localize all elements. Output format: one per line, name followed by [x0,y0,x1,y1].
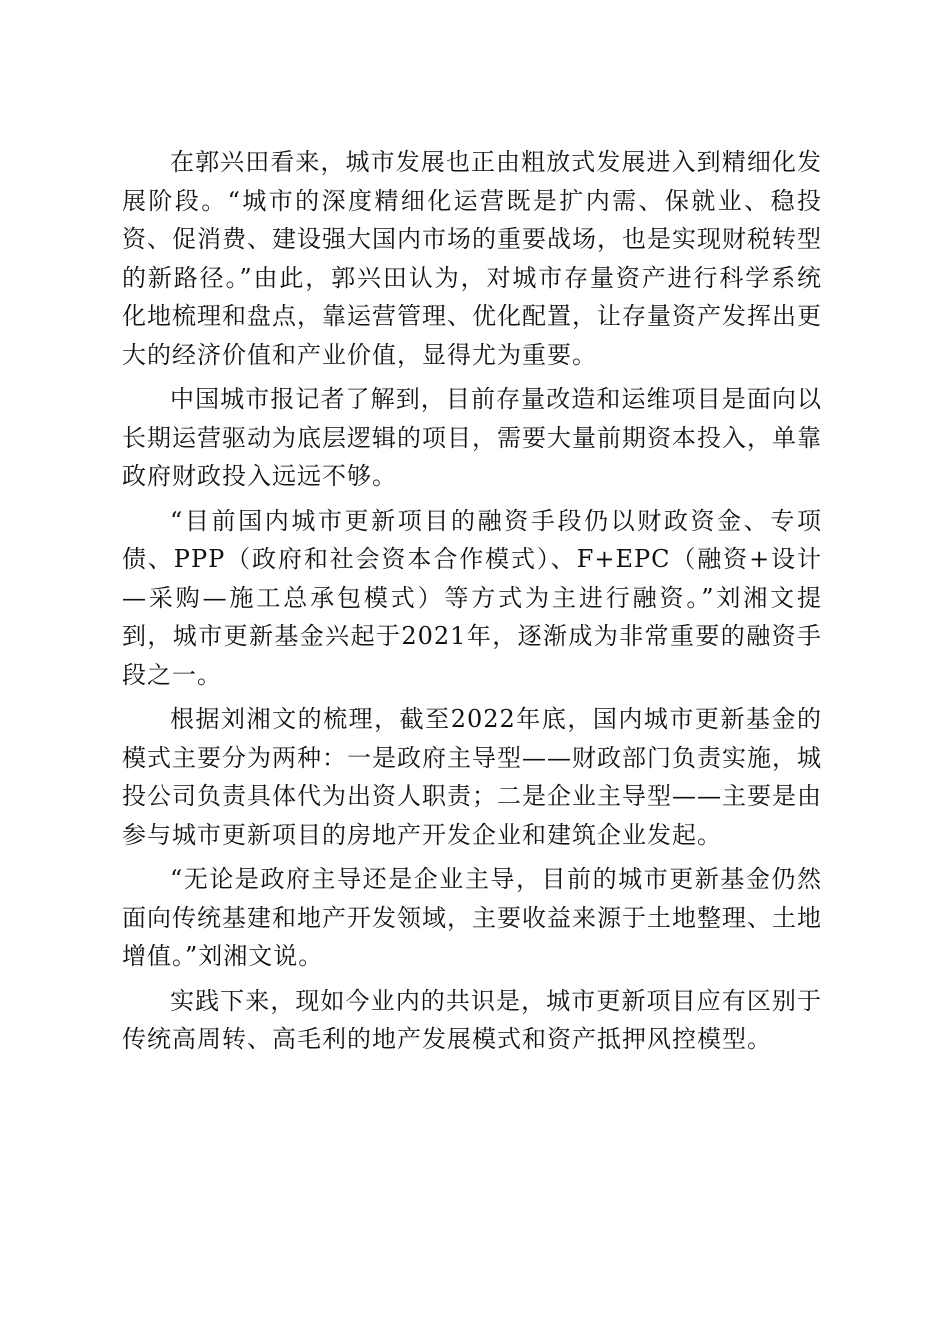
paragraph-3: “目前国内城市更新项目的融资手段仍以财政资金、专项债、PPP（政府和社会资本合作模式）、F+EPC（融资+设计—采购—施工总承包模式）等方式为主进行融资。”刘湘文提到，城市更新基金兴起于2021年，逐渐成为非常重要的融资手段之一。 [122,506,822,689]
paragraph-5: “无论是政府主导还是企业主导，目前的城市更新基金仍然面向传统基建和地产开发领域，主要收益来源于土地整理、土地增值。”刘湘文说。 [122,865,822,970]
paragraph-1: 在郭兴田看来，城市发展也正由粗放式发展进入到精细化发展阶段。“城市的深度精细化运营既是扩内需、保就业、稳投资、促消费、建设强大国内市场的重要战场，也是实现财税转型的新路径。”由此，郭兴田认为，对城市存量资产进行科学系统化地梳理和盘点，靠运营管理、优化配置，让存量资产发挥出更大的经济价值和产业价值，显得尤为重要。 [122,148,822,369]
paragraph-6: 实践下来，现如今业内的共识是，城市更新项目应有区别于传统高周转、高毛利的地产发展模式和资产抵押风控模型。 [122,986,822,1053]
article-body [122,143,822,1065]
paragraph-2: 中国城市报记者了解到，目前存量改造和运维项目是面向以长期运营驱动为底层逻辑的项目，需要大量前期资本投入，单靠政府财政投入远远不够。 [122,385,822,490]
paragraph-4: 根据刘湘文的梳理，截至2022年底，国内城市更新基金的模式主要分为两种：一是政府主导型——财政部门负责实施，城投公司负责具体代为出资人职责；二是企业主导型——主要是由参与城市更新项目的房地产开发企业和建筑企业发起。 [122,705,822,849]
